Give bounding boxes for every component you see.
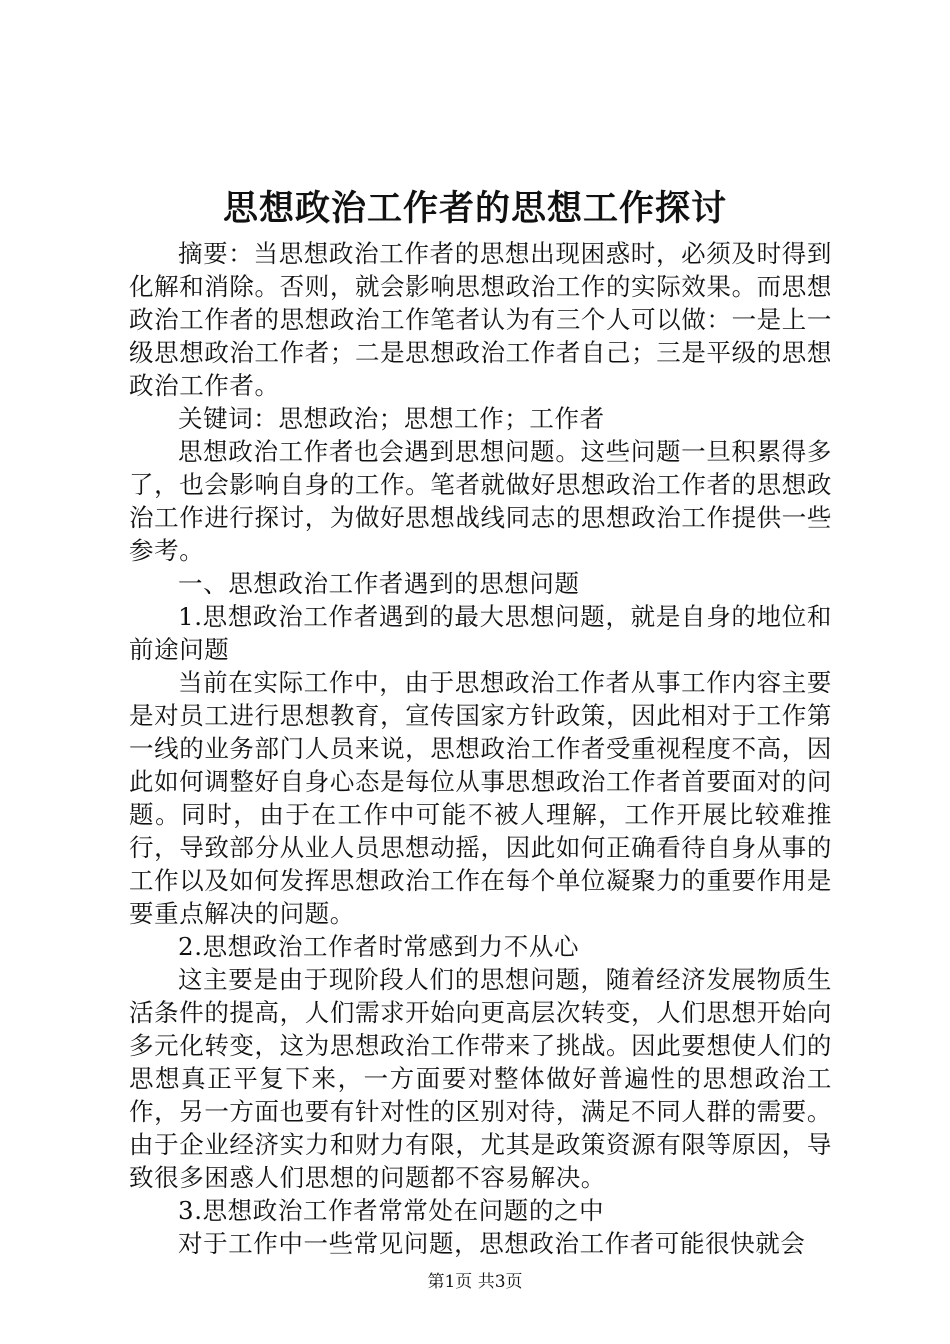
- body-paragraph: 这主要是由于现阶段人们的思想问题，随着经济发展物质生活条件的提高，人们需求开始向更高层次转变，人们思想开始向多元化转变，这为思想政治工作带来了挑战。因此要想使人们的思想真正平复下来，一方面要对整体做好普遍性的思想政治工作，另一方面也要有针对性的区别对待，满足不同人群的需要。由于企业经济实力和财力有限，尤其是政策资源有限等原因，导致很多困惑人们思想的问题都不容易解决。: [129, 965, 832, 1192]
- intro-paragraph: 思想政治工作者也会遇到思想问题。这些问题一旦积累得多了，也会影响自身的工作。笔者就做好思想政治工作者的思想政治工作进行探讨，为做好思想战线同志的思想政治工作提供一些参考。: [129, 437, 832, 565]
- abstract-paragraph: 摘要：当思想政治工作者的思想出现困惑时，必须及时得到化解和消除。否则，就会影响思想政治工作的实际效果。而思想政治工作者的思想政治工作笔者认为有三个人可以做：一是上一级思想政治工作者；二是思想政治工作者自己；三是平级的思想政治工作者。: [129, 239, 832, 400]
- keywords-paragraph: 关键词：思想政治；思想工作；工作者: [178, 404, 605, 433]
- document-title: 思想政治工作者的思想工作探讨: [222, 188, 727, 229]
- subheading-1: 1.思想政治工作者遇到的最大思想问题，就是自身的地位和前途问题: [129, 602, 832, 664]
- subheading-2: 2.思想政治工作者时常感到力不从心: [178, 932, 580, 961]
- document-body: [129, 237, 832, 1260]
- section-heading: 一、思想政治工作者遇到的思想问题: [178, 569, 580, 598]
- subheading-3: 3.思想政治工作者常常处在问题的之中: [178, 1196, 605, 1225]
- body-paragraph: 对于工作中一些常见问题，思想政治工作者可能很快就会: [178, 1229, 806, 1258]
- body-paragraph: 当前在实际工作中，由于思想政治工作者从事工作内容主要是对员工进行思想教育，宣传国家方针政策，因此相对于工作第一线的业务部门人员来说，思想政治工作者受重视程度不高，因此如何调整好自身心态是每位从事思想政治工作者首要面对的问题。同时，由于在工作中可能不被人理解，工作开展比较难推行，导致部分从业人员思想动摇，因此如何正确看待自身从事的工作以及如何发挥思想政治工作在每个单位凝聚力的重要作用是要重点解决的问题。: [129, 668, 832, 928]
- page-footer: 第1页 共3页: [427, 1272, 523, 1292]
